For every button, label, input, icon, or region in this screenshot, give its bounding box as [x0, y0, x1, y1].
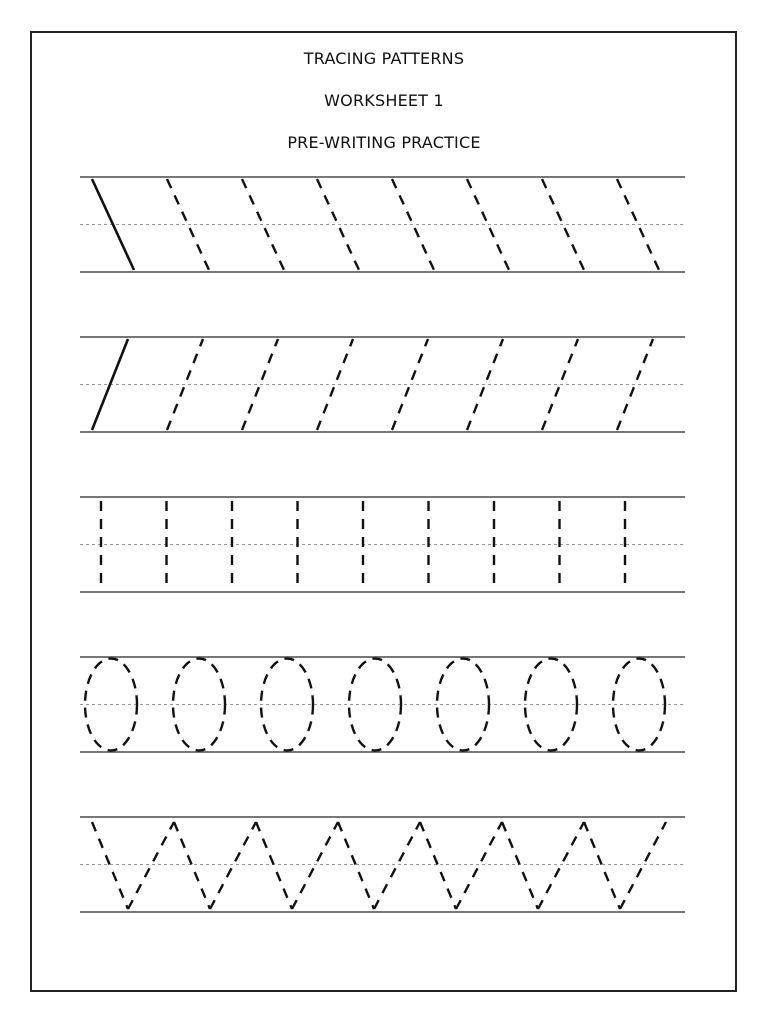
- trace-oval: [173, 659, 225, 751]
- trace-stroke: [174, 822, 210, 909]
- worksheet-caption: PRE-WRITING PRACTICE: [287, 133, 481, 152]
- trace-stroke: [538, 822, 584, 909]
- trace-stroke: [374, 822, 420, 909]
- worksheet-title: TRACING PATTERNS: [303, 49, 465, 68]
- trace-stroke: [420, 822, 456, 909]
- trace-stroke: [456, 822, 502, 909]
- trace-stroke: [292, 822, 338, 909]
- trace-stroke: [338, 822, 374, 909]
- trace-stroke: [620, 822, 666, 909]
- trace-oval: [437, 659, 489, 751]
- trace-stroke: [584, 822, 620, 909]
- trace-stroke: [502, 822, 538, 909]
- trace-stroke: [256, 822, 292, 909]
- worksheet-subtitle: WORKSHEET 1: [324, 91, 444, 110]
- trace-stroke: [92, 822, 128, 909]
- trace-stroke: [128, 822, 174, 909]
- trace-stroke: [210, 822, 256, 909]
